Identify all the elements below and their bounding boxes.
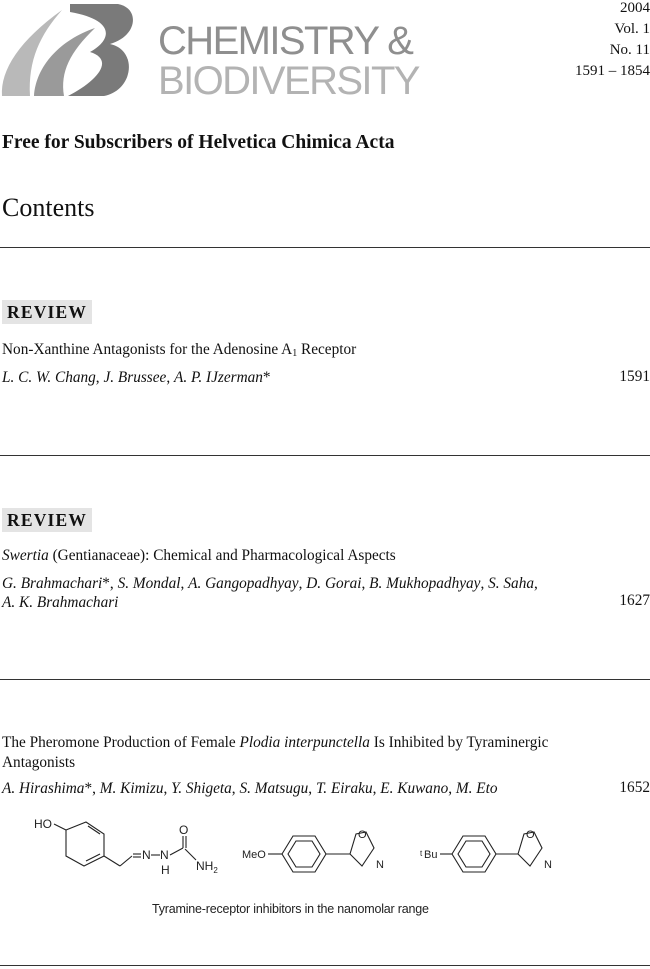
label-n2: N: [160, 848, 169, 862]
page-title: Contents: [2, 193, 95, 222]
divider: [0, 679, 650, 680]
label-h: H: [161, 863, 170, 877]
ring-o-1: O: [358, 829, 367, 841]
divider: [0, 247, 650, 248]
ring-n-2: N: [544, 859, 552, 871]
label-n1: N: [142, 848, 151, 862]
article-authors: L. C. W. Chang, J. Brussee, A. P. IJzerman*: [2, 369, 271, 386]
divider: [0, 965, 650, 966]
free-notice: Free for Subscribers of Helvetica Chimica Acta: [2, 132, 395, 153]
article-type-badge: REVIEW: [2, 508, 92, 532]
article-page-number[interactable]: 1627: [619, 592, 650, 609]
issue-number: No. 11: [609, 42, 650, 58]
issue-year: 2004: [620, 0, 650, 16]
chemical-structures-scheme: [28, 812, 568, 892]
article-title[interactable]: Swertia (Gentianaceae): Chemical and Pharmacological Aspects: [2, 547, 396, 564]
label-tbu-t: t: [420, 849, 423, 858]
article-authors: A. Hirashima*, M. Kimizu, Y. Shigeta, S. Matsugu, T. Eiraku, E. Kuwano, M. Eto: [2, 780, 498, 797]
ring-n-1: N: [376, 859, 384, 871]
label-nh2: $NH_2$: [196, 859, 218, 875]
label-meo: MeO: [242, 849, 266, 861]
issue-volume: Vol. 1: [614, 21, 650, 37]
scheme-caption: Tyramine-receptor inhibitors in the nanomolar range: [152, 902, 429, 916]
article-authors: G. Brahmachari*, S. Mondal, A. Gangopadhyay, D. Gorai, B. Mukhopadhyay, S. Saha, A. K. Brahmachari: [2, 575, 538, 611]
label-ho: HO: [34, 817, 52, 831]
issue-pages: 1591 – 1854: [575, 63, 650, 79]
article-type-badge: REVIEW: [2, 300, 92, 324]
issue-info: [575, 0, 650, 82]
article-title[interactable]: The Pheromone Production of Female Plodia interpunctella Is Inhibited by Tyraminergic Antagonists: [2, 734, 549, 771]
ring-o-2: O: [526, 829, 535, 841]
journal-name-line1: CHEMISTRY &: [158, 19, 413, 63]
article-title[interactable]: Non-Xanthine Antagonists for the Adenosine $A_1$ Receptor: [2, 341, 357, 359]
article-page-number[interactable]: 1591: [619, 368, 650, 385]
label-o: O: [179, 823, 189, 837]
journal-name-line2: BIODIVERSITY: [158, 59, 419, 103]
article-page-number[interactable]: 1652: [619, 779, 650, 796]
journal-logo: [0, 0, 140, 100]
label-tbu: Bu: [424, 849, 438, 861]
divider: [0, 455, 650, 456]
